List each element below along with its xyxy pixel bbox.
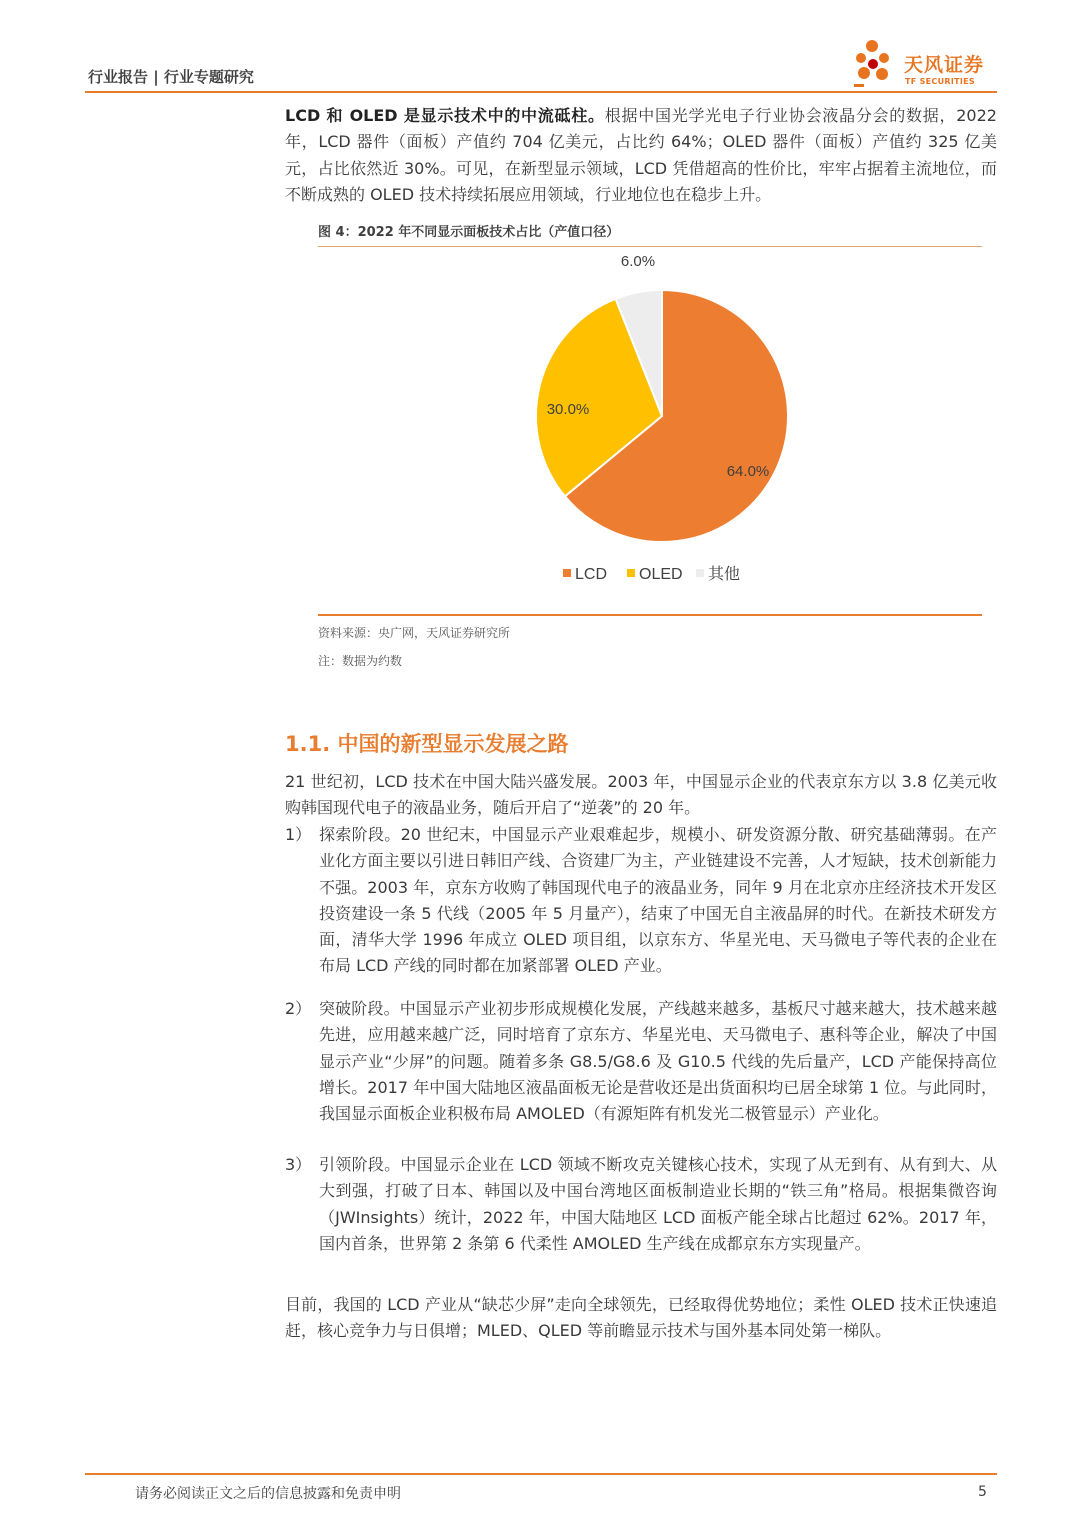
figure-bottom-divider [318,614,982,616]
footer-disclaimer: 请务必阅读正文之后的信息披露和免责申明 [135,1486,401,1502]
footer-divider [85,1473,997,1475]
intro-text: 根据中国光学光电子行业协会液晶分会的数据，2022 年，LCD 器件（面板）产值约 704 亿美元，占比约 64%；OLED 器件（面板）产值约 325 亿美元，占比依然近 30%。可见，在新型显示领域，LCD 凭借超高的性价比，牢牢占据着主流地位，而不断成熟的 OLED 技术持续拓展应用领域，行业地位也在稳步上升。 [285,106,997,204]
intro-paragraph [285,103,997,208]
logo-subtitle: TF SECURITIES [905,77,975,86]
flower-logo-icon [848,36,904,90]
section-heading: 1.1. 中国的新型显示发展之路 [285,732,569,756]
legend-label: OLED [639,566,683,583]
list-item-number: 3） [285,1155,312,1174]
legend-swatch [627,569,635,577]
legend-label: 其他 [708,566,741,583]
intro-bold-lead: LCD 和 OLED 是显示技术中的中流砥柱。 [285,106,605,125]
company-logo [848,36,1008,90]
closing-paragraph: 目前，我国的 LCD 产业从“缺芯少屏”走向全球领先，已经取得优势地位；柔性 OLED 技术正快速追赶，核心竞争力与日俱增；MLED、QLED 等前瞻显示技术与国外基本同处第一梯队。 [285,1295,997,1341]
figure-title: 图 4：2022 年不同显示面板技术占比（产值口径） [318,225,620,240]
legend-swatch [563,569,571,577]
section-intro-paragraph: 21 世纪初，LCD 技术在中国大陆兴盛发展。2003 年，中国显示企业的代表京东方以 3.8 亿美元收购韩国现代电子的液晶业务，随后开启了“逆袭”的 20 年。 [285,772,997,818]
list-item-text: 引领阶段。中国显示企业在 LCD 领域不断攻克关键核心技术，实现了从无到有、从有到大、从大到强，打破了日本、韩国以及中国台湾地区面板制造业长期的“铁三角”格局。根据集微咨询（JWInsights）统计，2022 年，中国大陆地区 LCD 面板产能全球占比超过 62%。2017 年，国内首条，世界第 2 条第 6 代柔性 AMOLED 生产线在成都京东方实现量产。 [319,1155,997,1253]
header-divider [85,91,997,93]
list-item-number: 1） [285,825,312,844]
figure-top-divider [318,246,982,247]
figure-source: 资料来源：央广网，天风证券研究所 [318,626,511,640]
pie-chart [500,253,820,600]
legend-label: LCD [575,566,608,583]
figure-note: 注：数据为约数 [318,654,403,668]
list-item [285,822,997,980]
logo-name: 天风证券 [904,54,985,76]
pie-data-label: 6.0% [620,253,656,270]
page-number: 5 [978,1484,987,1500]
list-item-text: 突破阶段。中国显示产业初步形成规模化发展，产线越来越多，基板尺寸越来越大，技术越来越先进，应用越来越广泛，同时培育了京东方、华星光电、天马微电子、惠科等企业，解决了中国显示产业“少屏”的问题。随着多条 G8.5/G8.6 及 G10.5 代线的先后量产，LCD 产能保持高位增长。2017 年中国大陆地区液晶面板无论是营收还是出货面积均已居全球第 1 位。与此同时，我国显示面板企业积极布局 AMOLED（有源矩阵有机发光二极管显示）产业化。 [319,999,997,1124]
pie-data-label: 30.0% [546,401,590,418]
list-item-number: 2） [285,999,312,1018]
legend-swatch [696,569,704,577]
report-header-title: 行业报告 | 行业专题研究 [88,68,254,86]
list-item [285,996,997,1127]
pie-data-label: 64.0% [726,463,770,480]
list-item-text: 探索阶段。20 世纪末，中国显示产业艰难起步，规模小、研发资源分散、研究基础薄弱。在产业化方面主要以引进日韩旧产线、合资建厂为主，产业链建设不完善，人才短缺，技术创新能力不强。2003 年，京东方收购了韩国现代电子的液晶业务，同年 9 月在北京亦庄经济技术开发区投资建设一条 5 代线（2005 年 5 月量产），结束了中国无自主液晶屏的时代。在新技术研发方面，清华大学 1996 年成立 OLED 项目组，以京东方、华星光电、天马微电子等代表的企业在布局 LCD 产线的同时都在加紧部署 OLED 产业。 [319,825,997,976]
list-item [285,1152,997,1257]
